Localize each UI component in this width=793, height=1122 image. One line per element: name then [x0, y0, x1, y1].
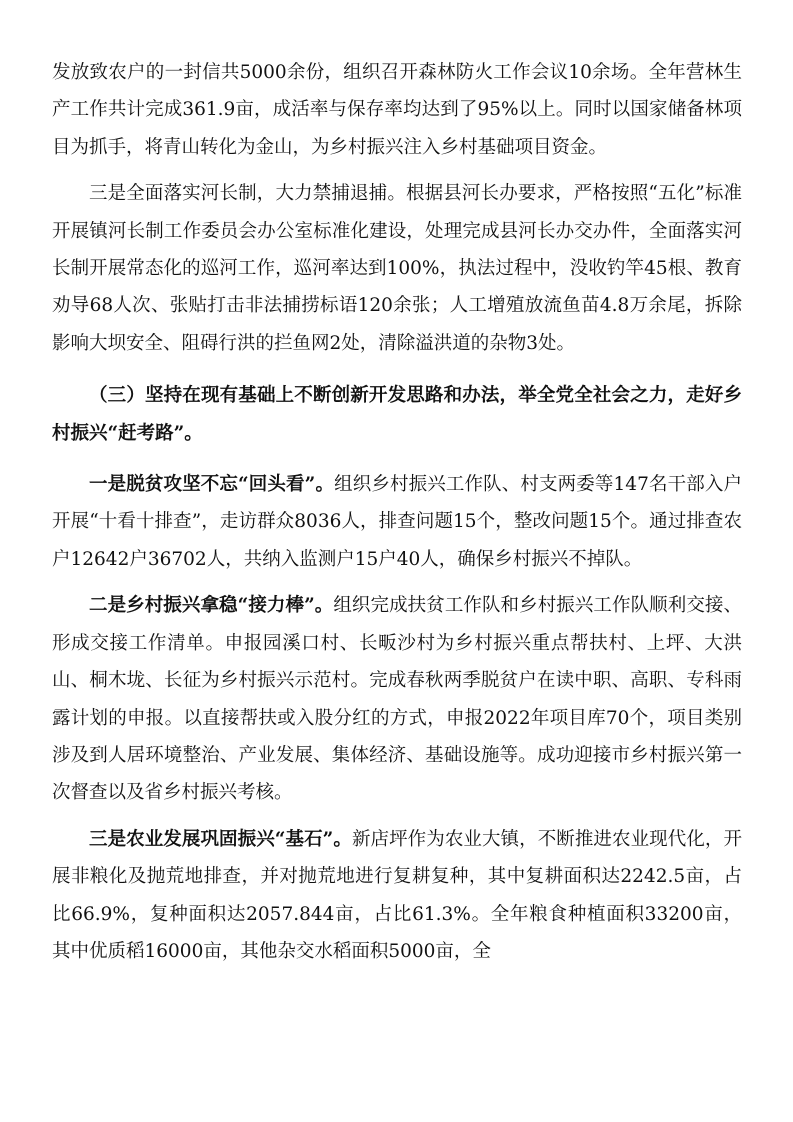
- paragraph-body: 组织乡村振兴工作队、村支两委等147名干部入户开展“十看十排查”，走访群众8036人，排查问题15个，整改问题15个。通过排查农户12642户36702人，共纳入监测户15户40人，确保乡村振兴不掉队。: [52, 474, 742, 570]
- section-heading-three: （三）坚持在现有基础上不断创新开发思路和办法，举全党全社会之力，走好乡村振兴“赶考路”。: [52, 385, 742, 444]
- paragraph-forest-fire: 发放致农户的一封信共5000余份，组织召开森林防火工作会议10余场。全年营林生产工作共计完成361.9亩，成活率与保存率均达到了95%以上。同时以国家储备林项目为抓手，将青山转化为金山，为乡村振兴注入乡村基础项目资金。: [52, 62, 742, 158]
- paragraph-gap: [52, 812, 742, 821]
- paragraph-rural-revitalization: [52, 587, 742, 811]
- paragraph-body: 新店坪作为农业大镇，不断推进农业现代化，开展非粮化及抛荒地排查，并对抛荒地进行复耕复种，其中复耕面积达2242.5亩，占比66.9%，复种面积达2057.844亩，占比61.3%。全年粮食种植面积33200亩，其中优质稻16000亩，其他杂交水稻面积5000亩，全: [52, 828, 742, 962]
- paragraph-lead: 一是脱贫攻坚不忘“回头看”。: [89, 474, 335, 496]
- paragraph-gap: [52, 457, 742, 466]
- paragraph-gap: [52, 578, 742, 587]
- document-page: [52, 54, 742, 970]
- paragraph-lead: 三是农业发展巩固振兴“基石”。: [89, 828, 352, 850]
- paragraph-body: 组织完成扶贫工作队和乡村振兴工作队顺利交接、形成交接工作清单。申报园溪口村、长畈沙村为乡村振兴重点帮扶村、上坪、大洪山、桐木垅、长征为乡村振兴示范村。完成春秋两季脱贫户在读中职、高职、专科雨露计划的申报。以直接帮扶或入股分红的方式，申报2022年项目库70个，项目类别涉及到人居环境整治、产业发展、集体经济、基础设施等。成功迎接市乡村振兴第一次督查以及省乡村振兴考核。: [52, 595, 742, 804]
- paragraph-gap: [52, 362, 742, 371]
- paragraph-gap: [52, 166, 742, 175]
- paragraph-agriculture: [52, 821, 742, 971]
- paragraph-poverty-review: [52, 466, 742, 578]
- paragraph-river-chief: 三是全面落实河长制，大力禁捕退捕。根据县河长办要求，严格按照“五化”标准开展镇河长制工作委员会办公室标准化建设，处理完成县河长办交办件，全面落实河长制开展常态化的巡河工作，巡河率达到100%，执法过程中，没收钓竿45根、教育劝导68人次、张贴打击非法捕捞标语120余张；人工增殖放流鱼苗4.8万余尾，拆除影响大坝安全、阻碍行洪的拦鱼网2处，清除溢洪道的杂物3处。: [52, 183, 742, 354]
- paragraph-lead: 二是乡村振兴拿稳“接力棒”。: [89, 595, 334, 617]
